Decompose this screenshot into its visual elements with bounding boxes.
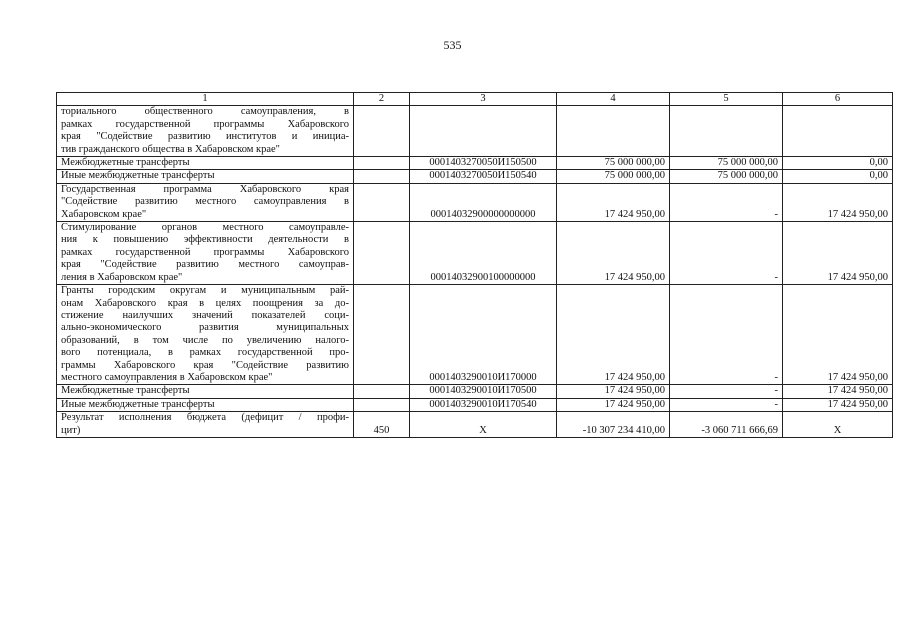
classification-code-cell: 0001403290010И170000 — [410, 285, 557, 385]
line-code-cell: 450 — [354, 412, 410, 438]
column-header: 5 — [670, 93, 783, 106]
row-name-line: тив гражданского общества в Хабаровском крае" — [61, 143, 280, 155]
budget-execution-table — [56, 92, 893, 438]
approved-amount-cell: 17 424 950,00 — [557, 222, 670, 285]
unexecuted-amount-cell: 17 424 950,00 — [783, 385, 893, 398]
classification-code-cell: 0001403270050И150500 — [410, 157, 557, 170]
row-name-line: Государственная программа Хабаровского края — [61, 183, 349, 195]
executed-amount-cell — [670, 106, 783, 157]
table-row — [57, 183, 893, 221]
line-code-cell — [354, 106, 410, 157]
row-name-line: стижение наилучших значений показателей соци- — [61, 309, 349, 321]
row-name-line: Хабаровском крае" — [61, 208, 147, 220]
column-header: 6 — [783, 93, 893, 106]
row-name-line: образований, в том числе по увеличению налого- — [61, 334, 349, 346]
row-name-line: Межбюджетные трансферты — [61, 157, 190, 169]
table-row — [57, 385, 893, 398]
unexecuted-amount-cell — [783, 106, 893, 157]
unexecuted-amount-cell: 0,00 — [783, 170, 893, 183]
executed-amount-cell: - — [670, 398, 783, 411]
row-name-line: Гранты городским округам и муниципальным рай- — [61, 285, 349, 297]
executed-amount-cell: - — [670, 183, 783, 221]
row-name-line: граммы Хабаровского края "Содействие развитию — [61, 359, 349, 371]
row-name-line: рамках государственной программы Хабаровского — [61, 246, 349, 258]
approved-amount-cell: -10 307 234 410,00 — [557, 412, 670, 438]
unexecuted-amount-cell: 0,00 — [783, 157, 893, 170]
unexecuted-amount-cell: 17 424 950,00 — [783, 398, 893, 411]
row-name-line: ально-экономического развития муниципальных — [61, 322, 349, 334]
executed-amount-cell: - — [670, 385, 783, 398]
classification-code-cell: 0001403290010И170500 — [410, 385, 557, 398]
line-code-cell — [354, 183, 410, 221]
column-header: 4 — [557, 93, 670, 106]
line-code-cell — [354, 285, 410, 385]
row-name-line: ления в Хабаровском крае" — [61, 271, 183, 283]
line-code-cell — [354, 222, 410, 285]
approved-amount-cell: 75 000 000,00 — [557, 157, 670, 170]
classification-code-cell: 0001403270050И150540 — [410, 170, 557, 183]
approved-amount-cell: 17 424 950,00 — [557, 398, 670, 411]
line-code-cell — [354, 385, 410, 398]
table-row — [57, 170, 893, 183]
classification-code-cell — [410, 106, 557, 157]
row-name-cell — [57, 170, 354, 183]
page-number: 535 — [443, 38, 462, 52]
classification-code-cell: 00014032900100000000 — [410, 222, 557, 285]
column-header: 3 — [410, 93, 557, 106]
classification-code-cell: X — [410, 412, 557, 438]
line-code-cell — [354, 157, 410, 170]
row-name-line: Стимулирование органов местного самоуправле- — [61, 222, 349, 234]
column-header: 2 — [354, 93, 410, 106]
row-name-line: вого потенциала, в рамках государственной про- — [61, 347, 349, 359]
row-name-cell — [57, 157, 354, 170]
unexecuted-amount-cell: X — [783, 412, 893, 438]
row-name-cell — [57, 106, 354, 157]
row-name-line: ния к повышению эффективности деятельности в — [61, 234, 349, 246]
row-name-line: Результат исполнения бюджета (дефицит / профи- — [61, 412, 349, 424]
row-name-line: цит) — [61, 424, 81, 436]
row-name-cell — [57, 412, 354, 438]
column-header: 1 — [57, 93, 354, 106]
approved-amount-cell: 17 424 950,00 — [557, 183, 670, 221]
row-name-line: "Содействие развитию местного самоуправления в — [61, 196, 349, 208]
approved-amount-cell — [557, 106, 670, 157]
approved-amount-cell: 17 424 950,00 — [557, 285, 670, 385]
row-name-line: Межбюджетные трансферты — [61, 385, 190, 397]
row-name-cell — [57, 183, 354, 221]
approved-amount-cell: 17 424 950,00 — [557, 385, 670, 398]
row-name-line: края "Содействие развитию местного самоуправ- — [61, 259, 349, 271]
row-name-line: Иные межбюджетные трансферты — [61, 398, 215, 410]
line-code-cell — [354, 398, 410, 411]
table-row — [57, 222, 893, 285]
executed-amount-cell: 75 000 000,00 — [670, 170, 783, 183]
row-name-line: онам Хабаровского края в целях поощрения за до- — [61, 297, 349, 309]
row-name-line: местного самоуправления в Хабаровском крае" — [61, 371, 273, 383]
executed-amount-cell: -3 060 711 666,69 — [670, 412, 783, 438]
table-header-row — [57, 93, 893, 106]
approved-amount-cell: 75 000 000,00 — [557, 170, 670, 183]
executed-amount-cell: - — [670, 222, 783, 285]
table-row — [57, 157, 893, 170]
row-name-cell — [57, 222, 354, 285]
unexecuted-amount-cell: 17 424 950,00 — [783, 285, 893, 385]
executed-amount-cell: - — [670, 285, 783, 385]
table-row — [57, 398, 893, 411]
classification-code-cell: 0001403290010И170540 — [410, 398, 557, 411]
row-name-cell — [57, 398, 354, 411]
line-code-cell — [354, 170, 410, 183]
row-name-line: ториального общественного самоуправления, в — [61, 106, 349, 118]
table-row — [57, 106, 893, 157]
row-name-line: Иные межбюджетные трансферты — [61, 170, 215, 182]
row-name-line: края "Содействие развитию институтов и инициа- — [61, 131, 349, 143]
row-name-cell — [57, 385, 354, 398]
row-name-cell — [57, 285, 354, 385]
table-row — [57, 412, 893, 438]
row-name-line: рамках государственной программы Хабаровского — [61, 118, 349, 130]
classification-code-cell: 00014032900000000000 — [410, 183, 557, 221]
table-row — [57, 285, 893, 385]
unexecuted-amount-cell: 17 424 950,00 — [783, 183, 893, 221]
unexecuted-amount-cell: 17 424 950,00 — [783, 222, 893, 285]
executed-amount-cell: 75 000 000,00 — [670, 157, 783, 170]
